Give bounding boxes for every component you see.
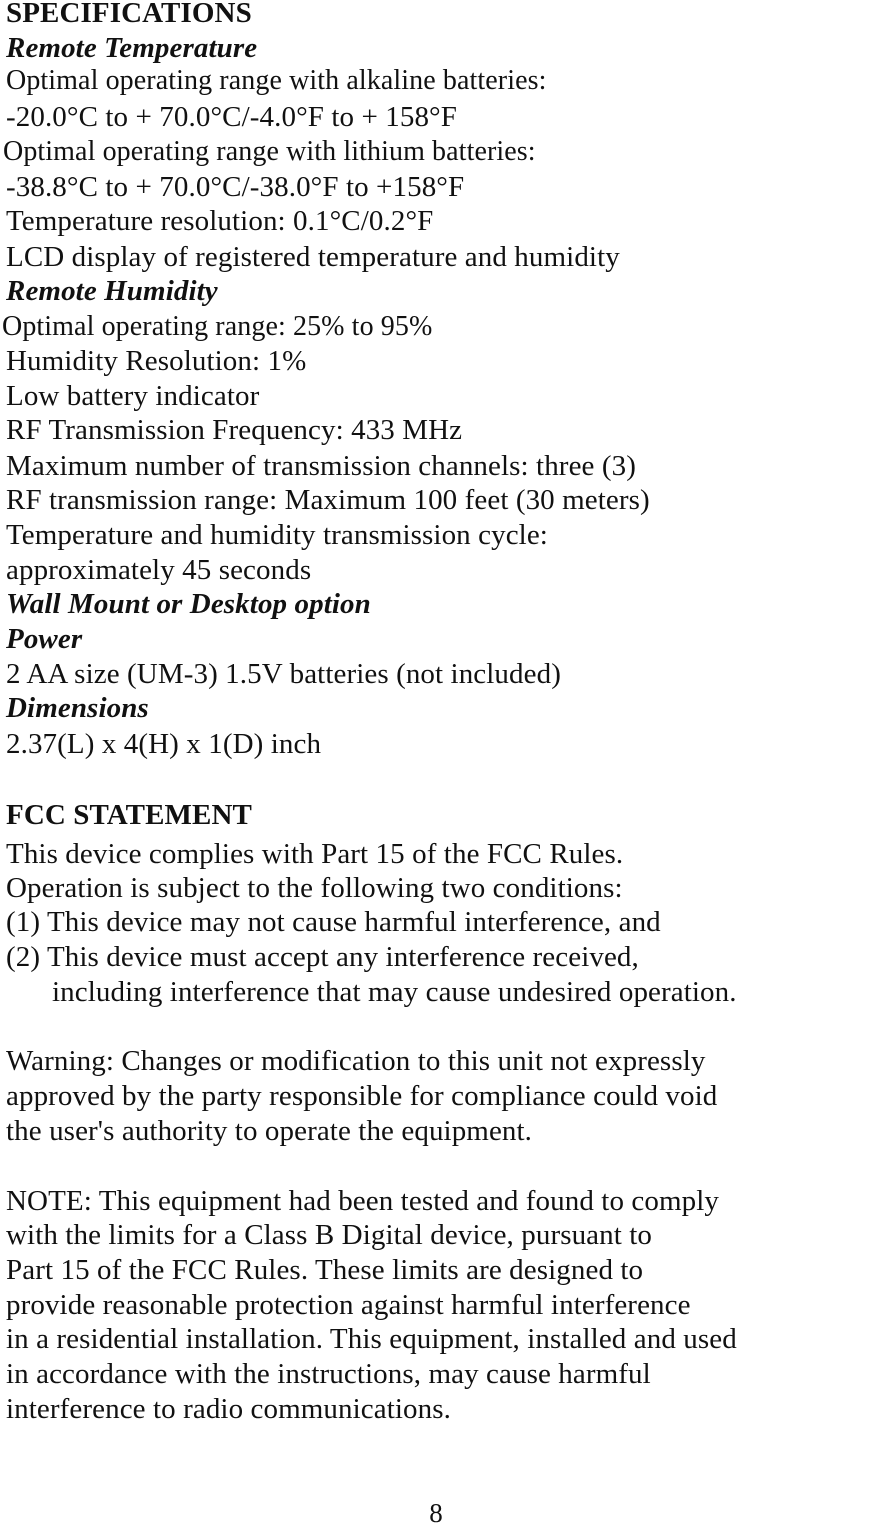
rf-range: RF transmission range: Maximum 100 feet (30 meters) bbox=[6, 484, 650, 516]
fcc-condition-2: (2) This device must accept any interference received, bbox=[6, 941, 639, 973]
page-number: 8 bbox=[429, 1498, 443, 1528]
fcc-condition-2-cont: including interference that may cause undesired operation. bbox=[52, 976, 737, 1008]
remote-humidity-title: Remote Humidity bbox=[6, 275, 218, 307]
lcd-display-text: LCD display of registered temperature and humidity bbox=[6, 241, 620, 273]
temperature-resolution: Temperature resolution: 0.1°C/0.2°F bbox=[6, 205, 434, 237]
warning-line: approved by the party responsible for compliance could void bbox=[6, 1080, 718, 1112]
note-line: NOTE: This equipment had been tested and found to comply bbox=[6, 1185, 719, 1217]
lithium-range-value: -38.8°C to + 70.0°C/-38.0°F to +158°F bbox=[6, 171, 465, 203]
specifications-heading: SPECIFICATIONS bbox=[6, 0, 252, 29]
max-channels: Maximum number of transmission channels: three (3) bbox=[6, 450, 636, 482]
fcc-line2: Operation is subject to the following two conditions: bbox=[6, 872, 623, 904]
lithium-range-label: Optimal operating range with lithium batteries: bbox=[3, 136, 536, 167]
warning-line: Warning: Changes or modification to this unit not expressly bbox=[6, 1045, 706, 1077]
fcc-heading: FCC STATEMENT bbox=[6, 799, 252, 831]
note-line: Part 15 of the FCC Rules. These limits are designed to bbox=[6, 1254, 644, 1286]
dimensions-text: 2.37(L) x 4(H) x 1(D) inch bbox=[6, 728, 322, 760]
rf-frequency: RF Transmission Frequency: 433 MHz bbox=[6, 414, 463, 446]
fcc-condition-1: (1) This device may not cause harmful interference, and bbox=[6, 906, 661, 938]
transmission-cycle-line1: Temperature and humidity transmission cycle: bbox=[6, 519, 548, 551]
note-line: in a residential installation. This equipment, installed and used bbox=[6, 1323, 737, 1355]
humidity-resolution: Humidity Resolution: 1% bbox=[6, 345, 307, 377]
note-line: in accordance with the instructions, may cause harmful bbox=[6, 1358, 651, 1390]
alkaline-range-value: -20.0°C to + 70.0°C/-4.0°F to + 158°F bbox=[6, 101, 457, 133]
wall-mount-title: Wall Mount or Desktop option bbox=[6, 588, 371, 620]
note-line: provide reasonable protection against harmful interference bbox=[6, 1289, 691, 1321]
dimensions-title: Dimensions bbox=[6, 692, 149, 724]
fcc-line1: This device complies with Part 15 of the FCC Rules. bbox=[6, 838, 624, 870]
note-line: with the limits for a Class B Digital device, pursuant to bbox=[6, 1219, 653, 1251]
low-battery-indicator: Low battery indicator bbox=[6, 380, 260, 412]
humidity-range: Optimal operating range: 25% to 95% bbox=[2, 311, 433, 342]
power-title: Power bbox=[6, 623, 83, 655]
alkaline-range-label: Optimal operating range with alkaline batteries: bbox=[6, 65, 547, 96]
note-line: interference to radio communications. bbox=[6, 1393, 451, 1425]
warning-line: the user's authority to operate the equipment. bbox=[6, 1115, 533, 1147]
remote-temperature-title: Remote Temperature bbox=[6, 32, 258, 64]
transmission-cycle-line2: approximately 45 seconds bbox=[6, 554, 312, 586]
power-text: 2 AA size (UM-3) 1.5V batteries (not included) bbox=[6, 658, 561, 690]
